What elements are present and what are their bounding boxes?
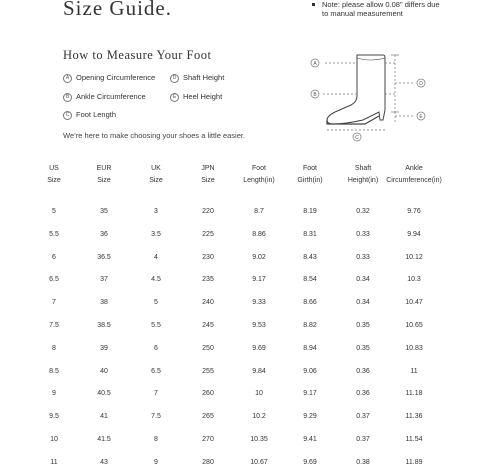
- column-header-line: Foot: [302, 165, 317, 172]
- table-cell: 6: [52, 253, 56, 261]
- bullet-icon: [312, 3, 315, 6]
- table-cell: 11.18: [405, 390, 423, 398]
- table-cell: 240: [202, 299, 214, 307]
- table-cell: 36: [100, 230, 108, 238]
- table-cell: 9.33: [252, 299, 266, 307]
- column-header-line: Foot: [251, 165, 266, 172]
- table-cell: 10.65: [405, 322, 423, 329]
- column-header-line: Height(in): [347, 177, 379, 184]
- table-cell: 10.35: [250, 436, 268, 443]
- column-header-line: Length(in): [243, 177, 275, 184]
- table-cell: 0.35: [356, 344, 370, 352]
- table-cell: 220: [202, 208, 214, 215]
- boot-diagram: [305, 50, 440, 142]
- table-cell: 10.2: [252, 413, 266, 421]
- table-cell: 8.54: [303, 276, 317, 284]
- table-cell: 10.47: [405, 299, 423, 307]
- table-cell: 8: [52, 344, 56, 352]
- diagram-label-d: [417, 79, 425, 87]
- table-cell: 38: [100, 299, 108, 307]
- tagline: We’re here to make choosing your shoes a little easier.: [63, 131, 246, 140]
- legend-item-heel: [170, 92, 222, 102]
- boot-icon: [327, 55, 385, 124]
- table-cell: 11.89: [405, 458, 423, 466]
- section-heading: How to Measure Your Foot: [63, 48, 212, 62]
- table-cell: 10.12: [405, 253, 423, 261]
- table-cell: 260: [202, 390, 214, 398]
- table-cell: 0.36: [356, 390, 370, 398]
- table-cell: 6.5: [49, 276, 59, 284]
- table-cell: 4.5: [151, 276, 161, 284]
- table-cell: 41: [100, 413, 108, 421]
- table-cell: 0.37: [356, 436, 370, 443]
- table-cell: 9.41: [303, 436, 317, 443]
- table-cell: 4: [154, 253, 158, 261]
- diagram-label-c: [353, 133, 361, 141]
- table-cell: 0.37: [356, 413, 370, 421]
- table-cell: 10: [255, 390, 263, 398]
- table-cell: 9.84: [252, 367, 266, 375]
- table-cell: 8.7: [254, 208, 264, 215]
- table-cell: 8.31: [303, 230, 317, 238]
- table-cell: 40.5: [97, 390, 111, 398]
- table-cell: 0.33: [356, 230, 370, 238]
- column-header-line: Circumference(in): [386, 177, 442, 184]
- table-cell: 10.67: [250, 458, 268, 466]
- column-header-line: Shaft: [354, 165, 372, 172]
- column-header-line: Size: [201, 177, 215, 184]
- diagram-label-e: [417, 112, 425, 120]
- legend-label: Heel Height: [183, 92, 223, 101]
- table-cell: 35: [100, 208, 108, 215]
- table-cell: 235: [202, 276, 214, 284]
- table-cell: 40: [100, 367, 108, 375]
- table-cell: 8.19: [303, 208, 317, 215]
- note-text: Note: please allow 0.08" differs due to manual measurement: [322, 0, 440, 18]
- table-cell: 8.82: [303, 322, 317, 329]
- column-header-line: Size: [149, 177, 163, 184]
- table-cell: 5: [52, 208, 56, 215]
- table-cell: 5.5: [151, 322, 161, 329]
- table-cell: 9.17: [303, 390, 317, 398]
- table-cell: 255: [202, 367, 214, 375]
- table-cell: 9: [52, 390, 56, 398]
- svg-text:B: B: [313, 92, 317, 98]
- measurement-note: [312, 0, 447, 18]
- table-cell: 37: [100, 276, 108, 284]
- table-cell: 10: [50, 436, 58, 443]
- table-cell: 250: [202, 344, 214, 352]
- column-header-line: Ankle: [405, 165, 423, 172]
- table-cell: 8.66: [303, 299, 317, 307]
- svg-text:A: A: [313, 61, 317, 67]
- legend-label: Ankle Circumference: [76, 92, 146, 101]
- column-header-line: Size: [97, 177, 111, 184]
- circle-letter-icon: E: [170, 93, 179, 102]
- table-cell: 5: [154, 299, 158, 307]
- table-cell: 11: [410, 367, 418, 375]
- table-cell: 3.5: [151, 230, 161, 238]
- table-cell: 280: [202, 458, 214, 466]
- svg-text:E: E: [419, 114, 423, 120]
- legend-label: Foot Length: [76, 110, 117, 119]
- table-cell: 0.35: [356, 322, 370, 329]
- table-cell: 0.34: [356, 299, 370, 307]
- table-cell: 9.06: [303, 367, 317, 375]
- column-header: [379, 163, 449, 187]
- table-cell: 0.33: [356, 253, 370, 261]
- table-cell: 0.32: [356, 208, 370, 215]
- circle-letter-icon: B: [63, 93, 72, 102]
- table-cell: 8.43: [303, 253, 317, 261]
- circle-letter-icon: C: [63, 111, 72, 120]
- table-cell: 41.5: [97, 436, 111, 443]
- table-cell: 8: [154, 436, 158, 443]
- table-cell: 38.5: [97, 322, 111, 329]
- table-cell: 9.69: [303, 458, 317, 466]
- table-cell: 8.94: [303, 344, 317, 352]
- table-cell: 245: [202, 322, 214, 329]
- table-cell: 0.34: [356, 276, 370, 284]
- table-cell: 6: [154, 344, 158, 352]
- legend-label: Opening Circumference: [76, 73, 156, 82]
- svg-text:D: D: [419, 81, 423, 87]
- table-cell: 270: [202, 436, 214, 443]
- column-header-line: Girth(in): [297, 177, 323, 184]
- table-cell: 7: [52, 299, 56, 307]
- column-header-line: JPN: [201, 165, 215, 172]
- table-cell: 39: [100, 344, 108, 352]
- table-cell: 5.5: [49, 230, 59, 238]
- legend-item-ankle: [63, 92, 146, 102]
- column-header-line: UK: [151, 165, 161, 172]
- svg-text:C: C: [355, 135, 359, 141]
- table-cell: 9.53: [252, 322, 266, 329]
- table-cell: 43: [100, 458, 108, 466]
- column-header-line: EUR: [96, 165, 112, 172]
- table-cell: 9.5: [49, 413, 59, 421]
- legend-item-opening: [63, 73, 155, 83]
- table-cell: 11.36: [405, 413, 423, 421]
- legend-label: Shaft Height: [183, 73, 225, 82]
- table-cell: 11: [50, 458, 58, 466]
- table-cell: 265: [202, 413, 214, 421]
- page-title: Size Guide.: [63, 0, 172, 20]
- table-cell: 7.5: [49, 322, 59, 329]
- table-cell: 8.86: [252, 230, 266, 238]
- diagram-label-a: [311, 59, 319, 67]
- table-cell: 9.17: [252, 276, 266, 284]
- table-cell: 9.69: [252, 344, 266, 352]
- table-cell: 9.02: [252, 253, 266, 261]
- table-cell: 9.76: [407, 208, 421, 215]
- table-cell: 225: [202, 230, 214, 238]
- table-cell: 6.5: [151, 367, 161, 375]
- table-cell: 0.36: [356, 367, 370, 375]
- table-cell: 8.5: [49, 367, 59, 375]
- table-cell: 9.94: [407, 230, 421, 238]
- table-cell: 11.54: [405, 436, 423, 443]
- table-cell: 7: [154, 390, 158, 398]
- table-cell: 10.83: [405, 344, 423, 352]
- table-cell: 230: [202, 253, 214, 261]
- table-cell: 9: [154, 458, 158, 466]
- legend-item-shaft: [170, 73, 224, 83]
- circle-letter-icon: A: [63, 74, 72, 83]
- column-header-line: Size: [47, 177, 61, 184]
- legend-item-foot-length: [63, 110, 116, 120]
- table-cell: 10.3: [407, 276, 421, 284]
- column-header-line: US: [49, 165, 59, 172]
- table-cell: 9.29: [303, 413, 317, 421]
- diagram-label-b: [311, 90, 319, 98]
- table-cell: 3: [154, 208, 158, 215]
- table-cell: 0.38: [356, 458, 370, 466]
- table-cell: 36.5: [97, 253, 111, 261]
- circle-letter-icon: D: [170, 74, 179, 83]
- table-cell: 7.5: [151, 413, 161, 421]
